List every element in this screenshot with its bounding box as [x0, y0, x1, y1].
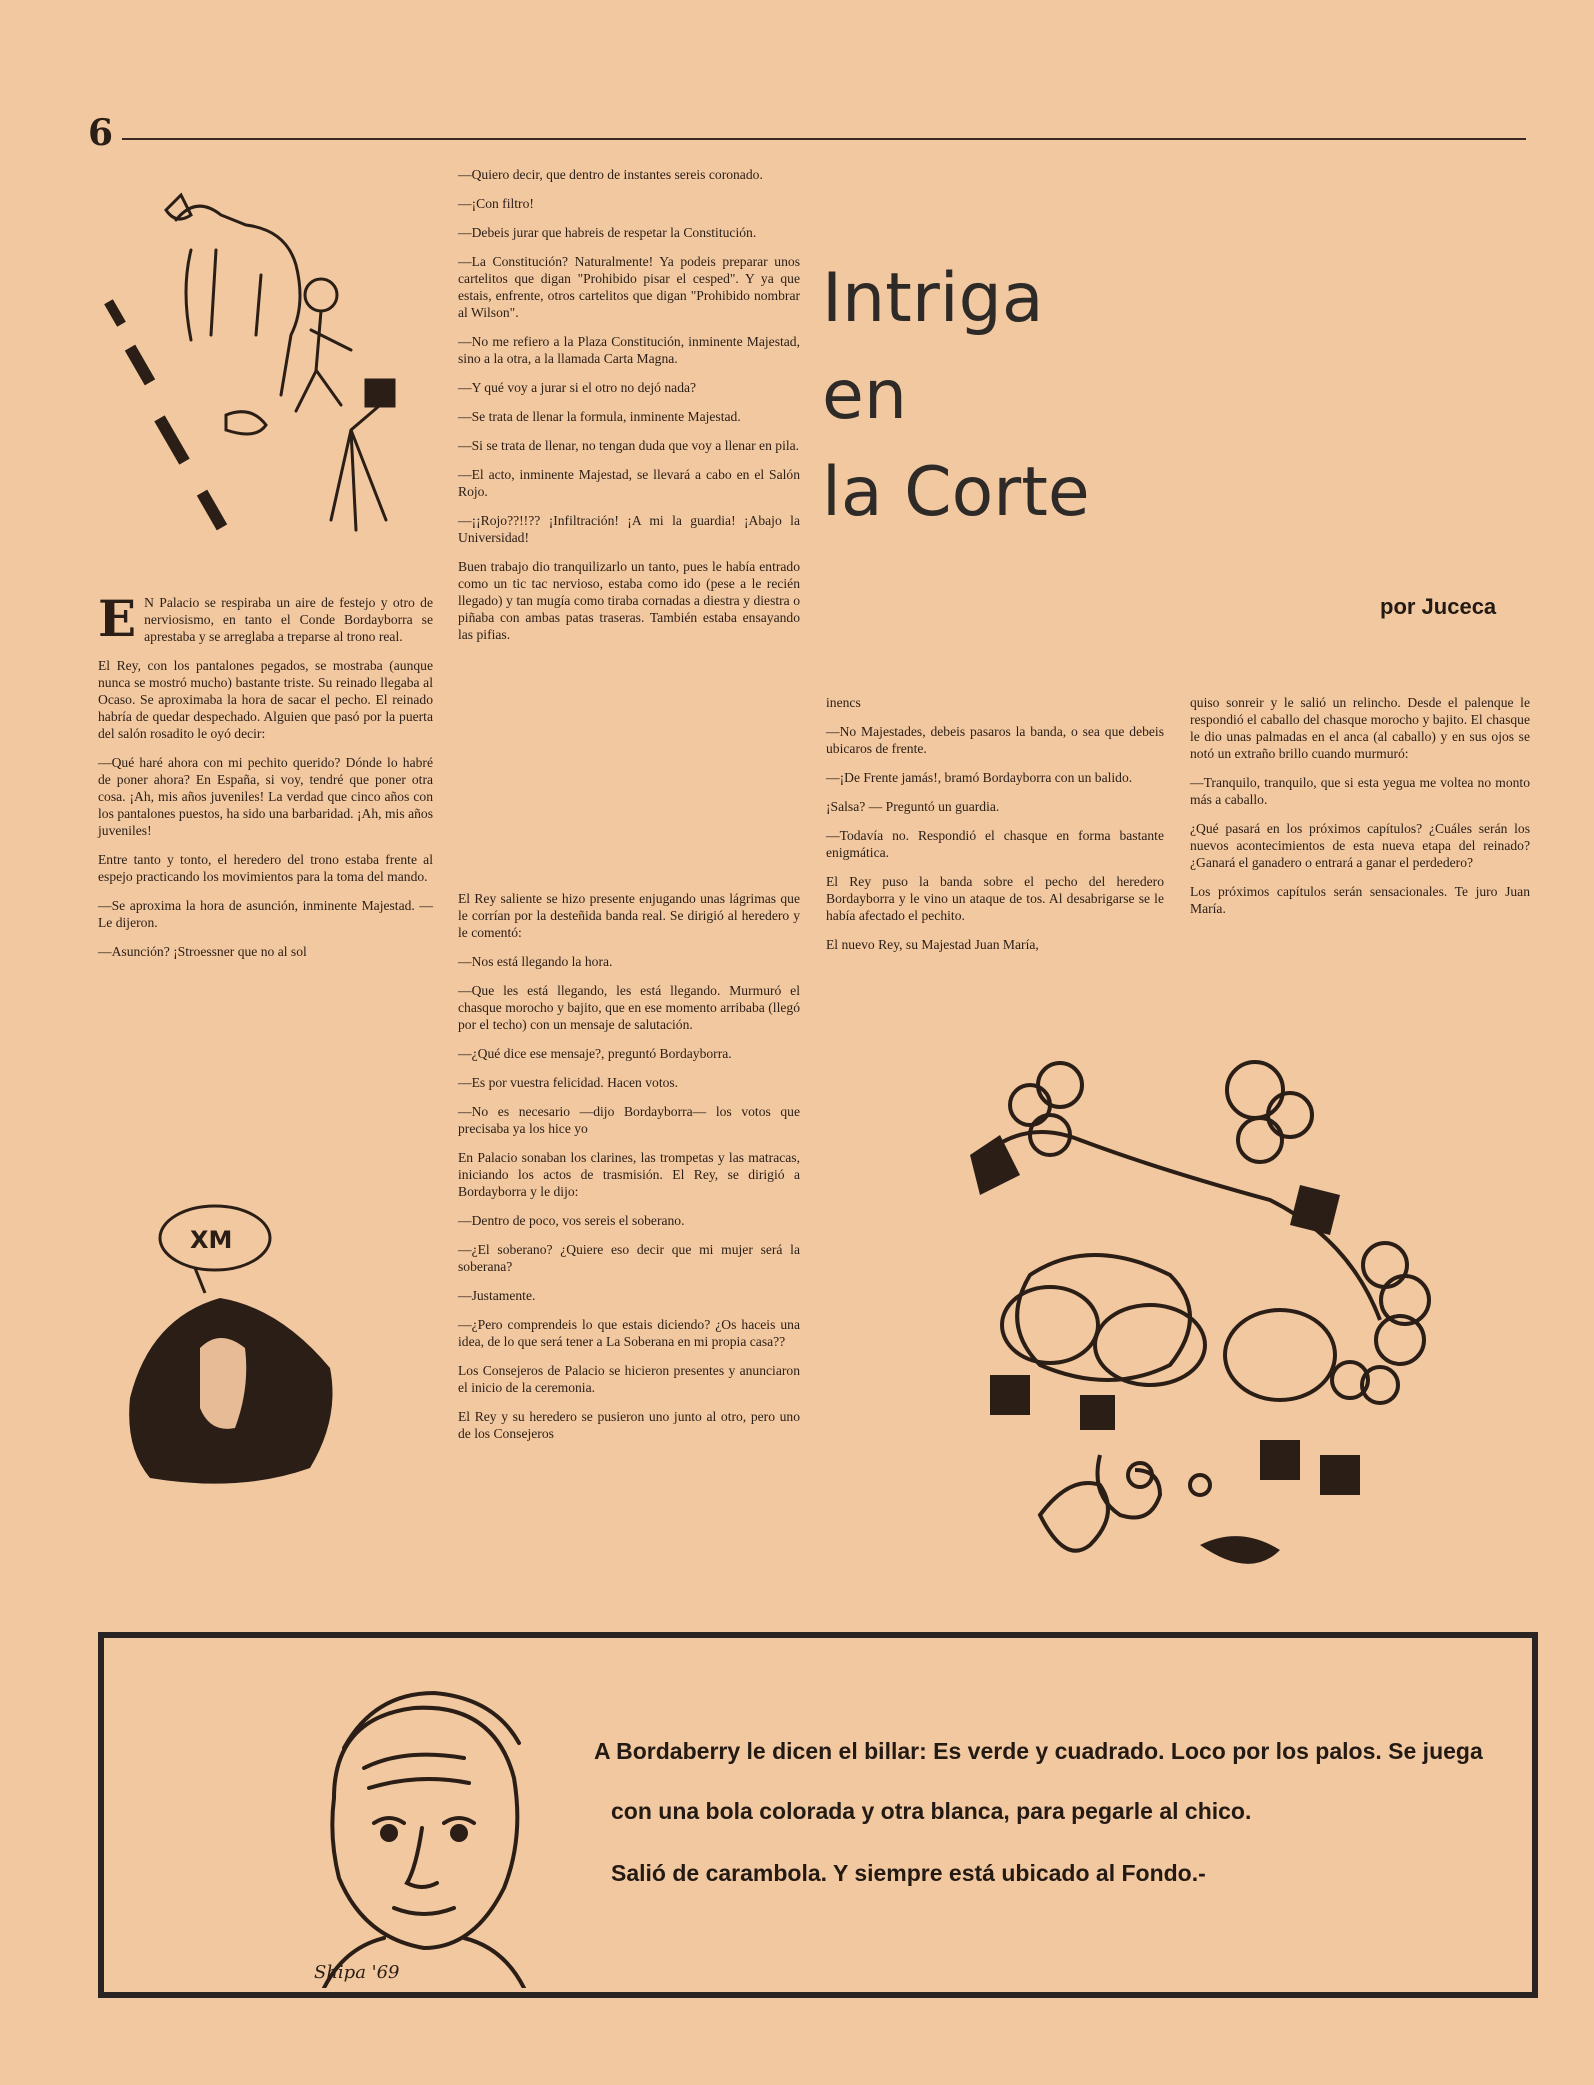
- text-column-3: [826, 694, 1164, 965]
- paragraph: El Rey y su heredero se pusieron uno junto al otro, pero uno de los Consejeros: [458, 1409, 800, 1441]
- paragraph: Los Consejeros de Palacio se hicieron presentes y anunciaron el inicio de la ceremonia.: [458, 1363, 800, 1395]
- paragraph: —Es por vuestra felicidad. Hacen votos.: [458, 1075, 679, 1090]
- paragraph: En Palacio sonaban los clarines, las trompetas y las matracas, iniciando los actos de trasmisión. El Rey, se dirigió a Bordayborra y le dijo:: [458, 1150, 800, 1199]
- text-column-1: [98, 589, 433, 972]
- paragraph: —Quiero decir, que dentro de instantes sereis coronado.: [458, 167, 763, 182]
- paragraph: inencs: [826, 695, 861, 710]
- paragraph: quiso sonreir y le salió un relincho. Desde el palenque le respondió el caballo del chasque morocho y bajito. El chasque le dio unas palmadas en el anca (al caballo) y en sus ojos se notó un extraño brillo cuando murmuró:: [1190, 695, 1530, 761]
- paragraph: —¿Qué dice ese mensaje?, preguntó Bordayborra.: [458, 1046, 732, 1061]
- paragraph: Buen trabajo dio tranquilizarlo un tanto, pues le había entrado como un tic tac nervioso, estaba como ido (pese a le recién llegado) y tan mugía como tiraba cornadas a diestra y diestra o piñaba con ambas patas traseras. También estaba ensayando las pifias.: [458, 559, 800, 642]
- horseman-cartoon: [900, 1045, 1480, 1590]
- paragraph: —¡Con filtro!: [458, 196, 534, 211]
- byline: por Juceca: [1380, 594, 1497, 619]
- paragraph: El Rey, con los pantalones pegados, se mostraba (aunque nunca se mostró mucho) bastante triste. Su reinado llegaba al Ocaso. Se aproximaba la hora de sacar el pecho. El reinado habría de quedar despechado. Alguien que pasó por la puerta del salón rosadito le oyó decir:: [98, 658, 433, 741]
- paragraph: —¿El soberano? ¿Quiere eso decir que mi mujer será la soberana?: [458, 1242, 800, 1274]
- paragraph: —Se trata de llenar la formula, inminente Majestad.: [458, 409, 741, 424]
- paragraph: ¿Qué pasará en los próximos capítulos? ¿Cuáles serán los nuevos acontecimientos de esta nueva etapa del reinado? ¿Ganará el ganadero o entrará a ganar el perdedero?: [1190, 821, 1530, 870]
- paragraph: —Asunción? ¡Stroessner que no al sol: [98, 944, 307, 959]
- joke-line: Salió de carambola. Y siempre está ubicado al Fondo.-: [611, 1860, 1206, 1886]
- paragraph: —Qué haré ahora con mi pechito querido? Dónde lo habré de poner ahora? En España, si voy, tendré que poner otra cosa. ¡Ah, mis años juveniles! La verdad que cinco años con los pantalones puestos, ha sido una barbaridad. ¡Ah, mis años juveniles!: [98, 755, 433, 838]
- paragraph: E N Palacio se respiraba un aire de festejo y otro de nerviosismo, en tanto el Conde Bordayborra se aprestaba y se arreglaba a treparse al trono real.: [98, 589, 433, 648]
- paragraph: —El acto, inminente Majestad, se llevará a cabo en el Salón Rojo.: [458, 467, 800, 499]
- bordaberry-joke-box: [98, 1632, 1538, 1998]
- portrait-signature: Shipa '69: [314, 1962, 400, 1983]
- paragraph: —Debeis jurar que habreis de respetar la Constitución.: [458, 225, 757, 240]
- paragraph: Entre tanto y tonto, el heredero del trono estaba frente al espejo practicando los movimientos para la toma del mando.: [98, 852, 433, 884]
- drop-cap: E: [98, 589, 137, 648]
- xm-figure-cartoon: [120, 1198, 350, 1488]
- page-number: 6: [88, 112, 114, 154]
- paragraph: —No es necesario —dijo Bordayborra— los votos que precisaba ya los hice yo: [458, 1104, 800, 1136]
- paragraph: —¡De Frente jamás!, bramó Bordayborra con un balido.: [826, 770, 1133, 785]
- article-headline: [822, 250, 1090, 541]
- paragraph: El Rey saliente se hizo presente enjugando unas lágrimas que le corrían por la desteñida banda real. Se dirigió al heredero y le comentó:: [458, 891, 800, 940]
- paragraph: —La Constitución? Naturalmente! Ya podeis preparar unos cartelitos que digan "Prohibido pisar el cesped". Y ya que estais, enfrente, otros cartelitos que digan "Prohibido nombrar al Wilson".: [458, 254, 800, 320]
- paragraph: El Rey puso la banda sobre el pecho del heredero Bordayborra y le vino un ataque de tos. Al desabrigarse se le había afectado el pechito.: [826, 874, 1164, 923]
- headline-line: en: [822, 356, 907, 435]
- text-column-2-bottom: [458, 890, 800, 1454]
- paragraph: —Que les está llegando, les está llegando. Murmuró el chasque morocho y bajito, que en ese momento arribaba (llegó por el techo) con un mensaje de salutación.: [458, 983, 800, 1032]
- paragraph: —¿Pero comprendeis lo que estais diciendo? ¿Os haceis una idea, de lo que será tener a La Soberana en mi propia casa??: [458, 1317, 800, 1349]
- headline-line: la Corte: [822, 453, 1090, 532]
- paragraph: —Y qué voy a jurar si el otro no dejó nada?: [458, 380, 697, 395]
- paragraph: —Se aproxima la hora de asunción, inminente Majestad. —Le dijeron.: [98, 898, 433, 930]
- text-column-4: [1190, 694, 1530, 929]
- headline-line: Intriga: [822, 259, 1044, 338]
- top-rule: [122, 138, 1526, 140]
- paragraph: —No Majestades, debeis pasaros la banda, o sea que debeis ubicaros de frente.: [826, 724, 1164, 756]
- paragraph: —Si se trata de llenar, no tengan duda que voy a llenar en pila.: [458, 438, 800, 453]
- paragraph: ¡Salsa? — Preguntó un guardia.: [826, 799, 1000, 814]
- text-column-2-top: [458, 166, 800, 655]
- paragraph: —No me refiero a la Plaza Constitución, inminente Majestad, sino a la otra, a la llamada Carta Magna.: [458, 334, 800, 366]
- bordaberry-portrait: [294, 1678, 554, 1988]
- paragraph: —Todavía no. Respondió el chasque en forma bastante enigmática.: [826, 828, 1164, 860]
- xm-bubble-text: XM: [190, 1226, 233, 1254]
- joke-line: con una bola colorada y otra blanca, para pegarle al chico.: [611, 1798, 1252, 1824]
- horse-camera-cartoon: [96, 180, 406, 540]
- joke-line: A Bordaberry le dicen el billar: Es verde y cuadrado. Loco por los palos. Se juega: [594, 1738, 1483, 1764]
- paragraph: Los próximos capítulos serán sensacionales. Te juro Juan María.: [1190, 884, 1530, 916]
- paragraph: —¡¡Rojo??!!?? ¡Infiltración! ¡A mi la guardia! ¡Abajo la Universidad!: [458, 513, 800, 545]
- paragraph: —Tranquilo, tranquilo, que si esta yegua me voltea no monto más a caballo.: [1190, 775, 1530, 807]
- paragraph: El nuevo Rey, su Majestad Juan María,: [826, 937, 1039, 952]
- paragraph: —Nos está llegando la hora.: [458, 954, 613, 969]
- paragraph: —Dentro de poco, vos sereis el soberano.: [458, 1213, 685, 1228]
- paragraph: —Justamente.: [458, 1288, 536, 1303]
